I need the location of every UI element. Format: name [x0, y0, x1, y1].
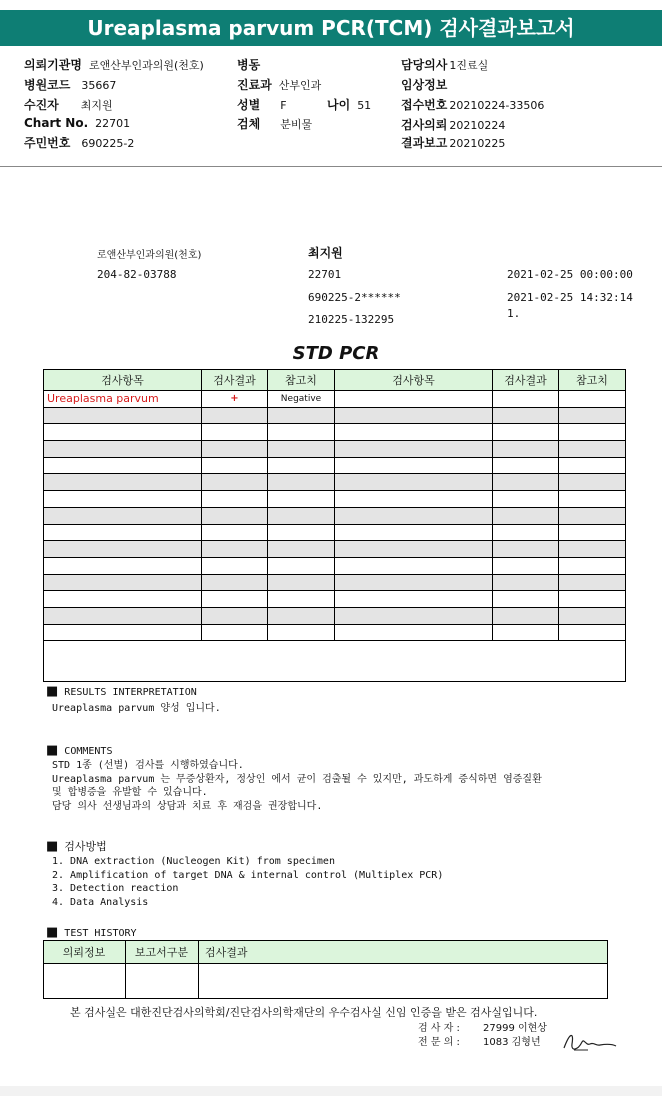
comments-text: STD 1종 (선별) 검사를 시행하였습니다. Ureaplasma parvum 는 무증상환자, 정상인 에서 균이 검출될 수 있지만, 과도하게 증식하면 염증질환 및 합병증을 유발할 수 있습니다. 담당 의사 선생님과의 상담과 치료 후 재검을 권장합니다. — [52, 760, 542, 812]
header-field: 주민번호 690225-2 — [24, 136, 135, 150]
square-bullet-icon: ■ — [46, 743, 59, 758]
table-row — [44, 964, 608, 999]
table-row — [44, 424, 626, 441]
table-row — [44, 524, 626, 541]
col-header: 검사결과 — [493, 370, 559, 391]
patient-header — [0, 48, 662, 167]
history-table — [43, 940, 608, 999]
table-row — [44, 591, 626, 608]
col-header: 참고치 — [559, 370, 626, 391]
header-field: 검사의뢰 20210224 — [401, 118, 506, 132]
header-field: 성별 F — [237, 98, 287, 112]
header-field: 병동 — [237, 58, 261, 72]
square-bullet-icon: ■ — [46, 925, 59, 940]
history-header-row — [44, 941, 608, 964]
method-heading: ■ 검사방법 — [46, 839, 107, 854]
table-row — [44, 541, 626, 558]
header-field: Chart No. 22701 — [24, 116, 131, 130]
table-row — [44, 407, 626, 424]
header-field: 진료과 산부인과 — [237, 78, 322, 92]
tester-value: 27999 이현상 — [483, 1023, 547, 1034]
tester-label: 검 사 자 : — [418, 1023, 460, 1034]
header-field: 검체 분비물 — [237, 117, 313, 131]
table-row — [44, 607, 626, 624]
method-text: 1. DNA extraction (Nucleogen Kit) from specimen 2. Amplification of target DNA & internal control (Multiplex PCR) 3. Detection reaction 4. Data Analysis — [52, 856, 444, 908]
square-bullet-icon: ■ — [46, 684, 59, 699]
date-reported: 2021-02-25 14:32:14 — [507, 291, 633, 304]
test-item: Ureaplasma parvum — [44, 391, 202, 408]
header-field: 임상정보 — [401, 78, 448, 92]
signature-icon — [560, 1028, 620, 1056]
col-header: 참고치 — [268, 370, 335, 391]
business-number: 204-82-03788 — [97, 268, 177, 281]
header-field: 담당의사 1진료실 — [401, 58, 489, 72]
header-field: 접수번호 20210224-33506 — [401, 98, 545, 112]
patient-name: 최지원 — [308, 246, 343, 260]
col-header: 의뢰정보 — [44, 941, 126, 964]
header-field-age: 나이 51 — [327, 98, 372, 112]
comments-heading: ■ COMMENTS — [46, 743, 113, 758]
header-field: 의뢰기관명 로앤산부인과의원(천호) — [24, 58, 204, 72]
specialist-label: 전 문 의 : — [418, 1037, 460, 1048]
certification-notice: 본 검사실은 대한진단검사의학회/진단검사의학재단의 우수검사실 신임 인증을 받은 검사실입니다. — [70, 1006, 538, 1019]
table-row — [44, 457, 626, 474]
table-row — [44, 474, 626, 491]
square-bullet-icon: ■ — [46, 839, 59, 854]
interpretation-text: Ureaplasma parvum 양성 입니다. — [52, 703, 221, 714]
table-row — [44, 391, 626, 408]
header-field: 병원코드 35667 — [24, 78, 117, 92]
table-note-row — [44, 641, 626, 682]
interpretation-heading: ■ RESULTS INTERPRETATION — [46, 684, 197, 699]
chart-number: 22701 — [308, 268, 342, 281]
table-row — [44, 507, 626, 524]
history-heading: ■ TEST HISTORY — [46, 925, 137, 940]
report-title: Ureaplasma parvum PCR(TCM) 검사결과보고서 — [0, 10, 662, 46]
col-header: 검사결과 — [202, 370, 268, 391]
specialist-value: 1083 김형년 — [483, 1037, 541, 1048]
date-reported-cont: 1. — [507, 307, 521, 320]
table-row — [44, 574, 626, 591]
results-table — [43, 369, 626, 682]
receipt-number: 210225-132295 — [308, 313, 395, 326]
clinic-name: 로앤산부인과의원(천호) — [97, 250, 202, 261]
col-header: 보고서구분 — [126, 941, 199, 964]
col-header: 검사항목 — [44, 370, 202, 391]
date-received: 2021-02-25 00:00:00 — [507, 268, 633, 281]
table-row — [44, 557, 626, 574]
header-field: 수진자 최지원 — [24, 98, 113, 112]
col-header: 검사항목 — [335, 370, 493, 391]
section-title: STD PCR — [292, 343, 380, 364]
ssn: 690225-2****** — [308, 291, 401, 304]
col-header: 검사결과 — [199, 941, 608, 964]
test-result: + — [202, 391, 268, 408]
table-row — [44, 624, 626, 641]
table-row — [44, 491, 626, 508]
table-header-row — [44, 370, 626, 391]
table-row — [44, 441, 626, 458]
reference-value: Negative — [268, 391, 335, 408]
header-field: 결과보고 20210225 — [401, 136, 506, 150]
